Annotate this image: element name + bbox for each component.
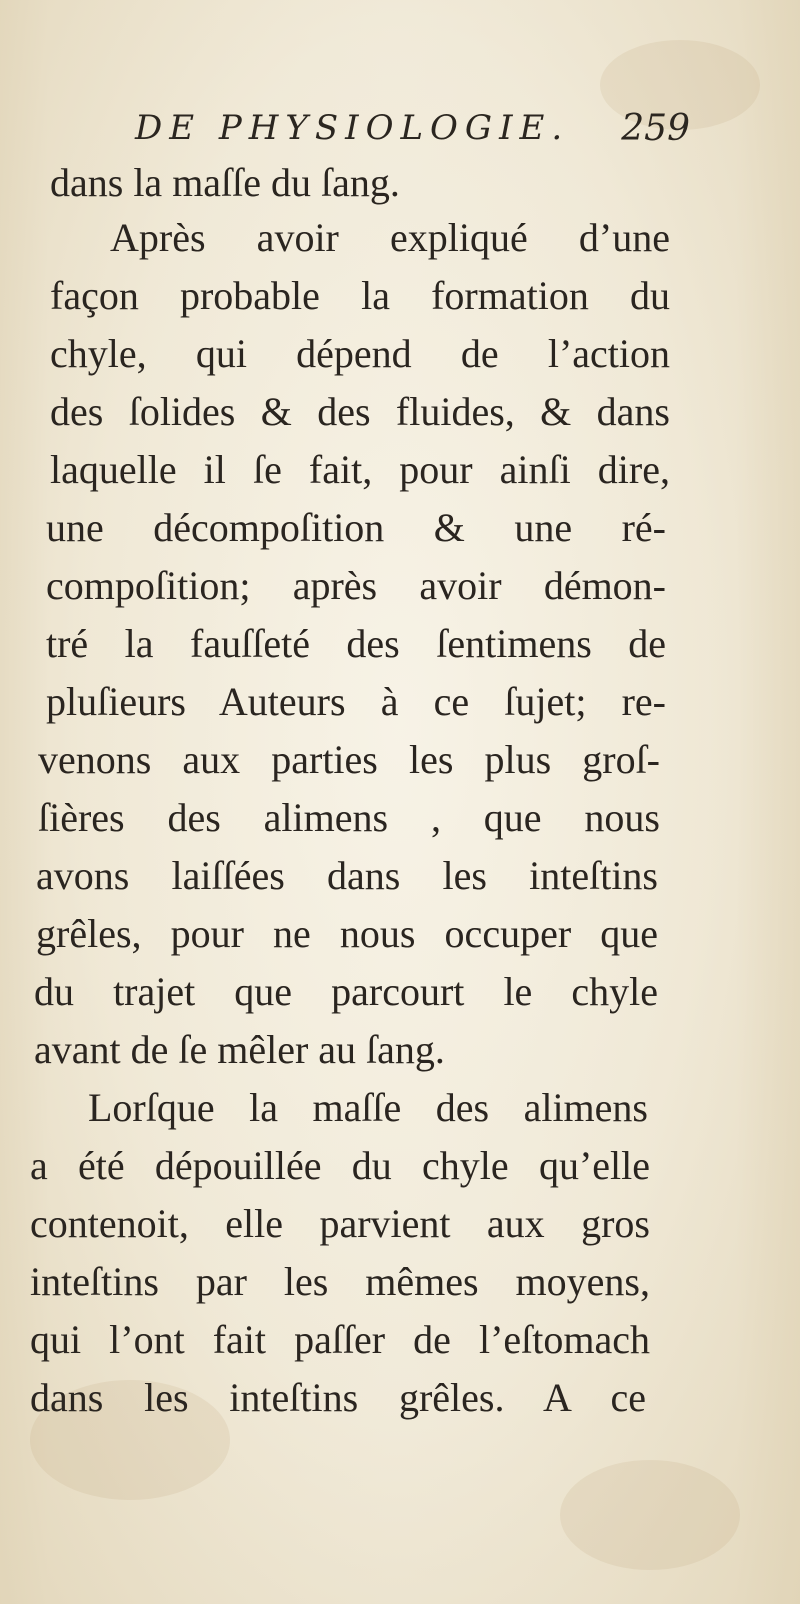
text-line: avons laiſſées dans les inteſtins xyxy=(36,853,658,898)
text-line: grêles, pour ne nous occuper que xyxy=(36,911,658,956)
text-line: qui l’ont fait paſſer de l’eſtomach xyxy=(30,1317,650,1362)
text-line: contenoit, elle parvient aux gros xyxy=(30,1201,650,1246)
running-head: DE PHYSIOLOGIE. xyxy=(135,108,570,148)
text-line: compoſition; après avoir démon- xyxy=(46,563,666,608)
text-line: des ſolides & des fluides, & dans xyxy=(50,389,670,434)
text-line: chyle, qui dépend de l’action xyxy=(50,331,670,376)
text-line: a été dépouillée du chyle qu’elle xyxy=(30,1143,650,1188)
text-line: avant de ſe mêler au ſang. xyxy=(34,1027,445,1072)
text-line: une décompoſition & une ré- xyxy=(46,505,666,550)
text-line: façon probable la formation du xyxy=(50,273,670,318)
text-line: ſières des alimens , que nous xyxy=(38,795,660,840)
text-line: du trajet que parcourt le chyle xyxy=(34,969,658,1014)
text-line: venons aux parties les plus groſ- xyxy=(38,737,660,782)
text-line: Après avoir expliqué d’une xyxy=(110,215,670,260)
text-line: dans les inteſtins grêles. A ce xyxy=(30,1375,646,1420)
text-line: laquelle il ſe fait, pour ainſi dire, xyxy=(50,447,670,492)
page-number: 259 xyxy=(621,108,690,149)
text-line: dans la maſſe du ſang. xyxy=(50,160,400,205)
text-line: inteſtins par les mêmes moyens, xyxy=(30,1259,650,1304)
text-line: Lorſque la maſſe des alimens xyxy=(88,1085,648,1130)
text-line: pluſieurs Auteurs à ce ſujet; re- xyxy=(46,679,666,724)
text-line: tré la fauſſeté des ſentimens de xyxy=(46,621,666,666)
